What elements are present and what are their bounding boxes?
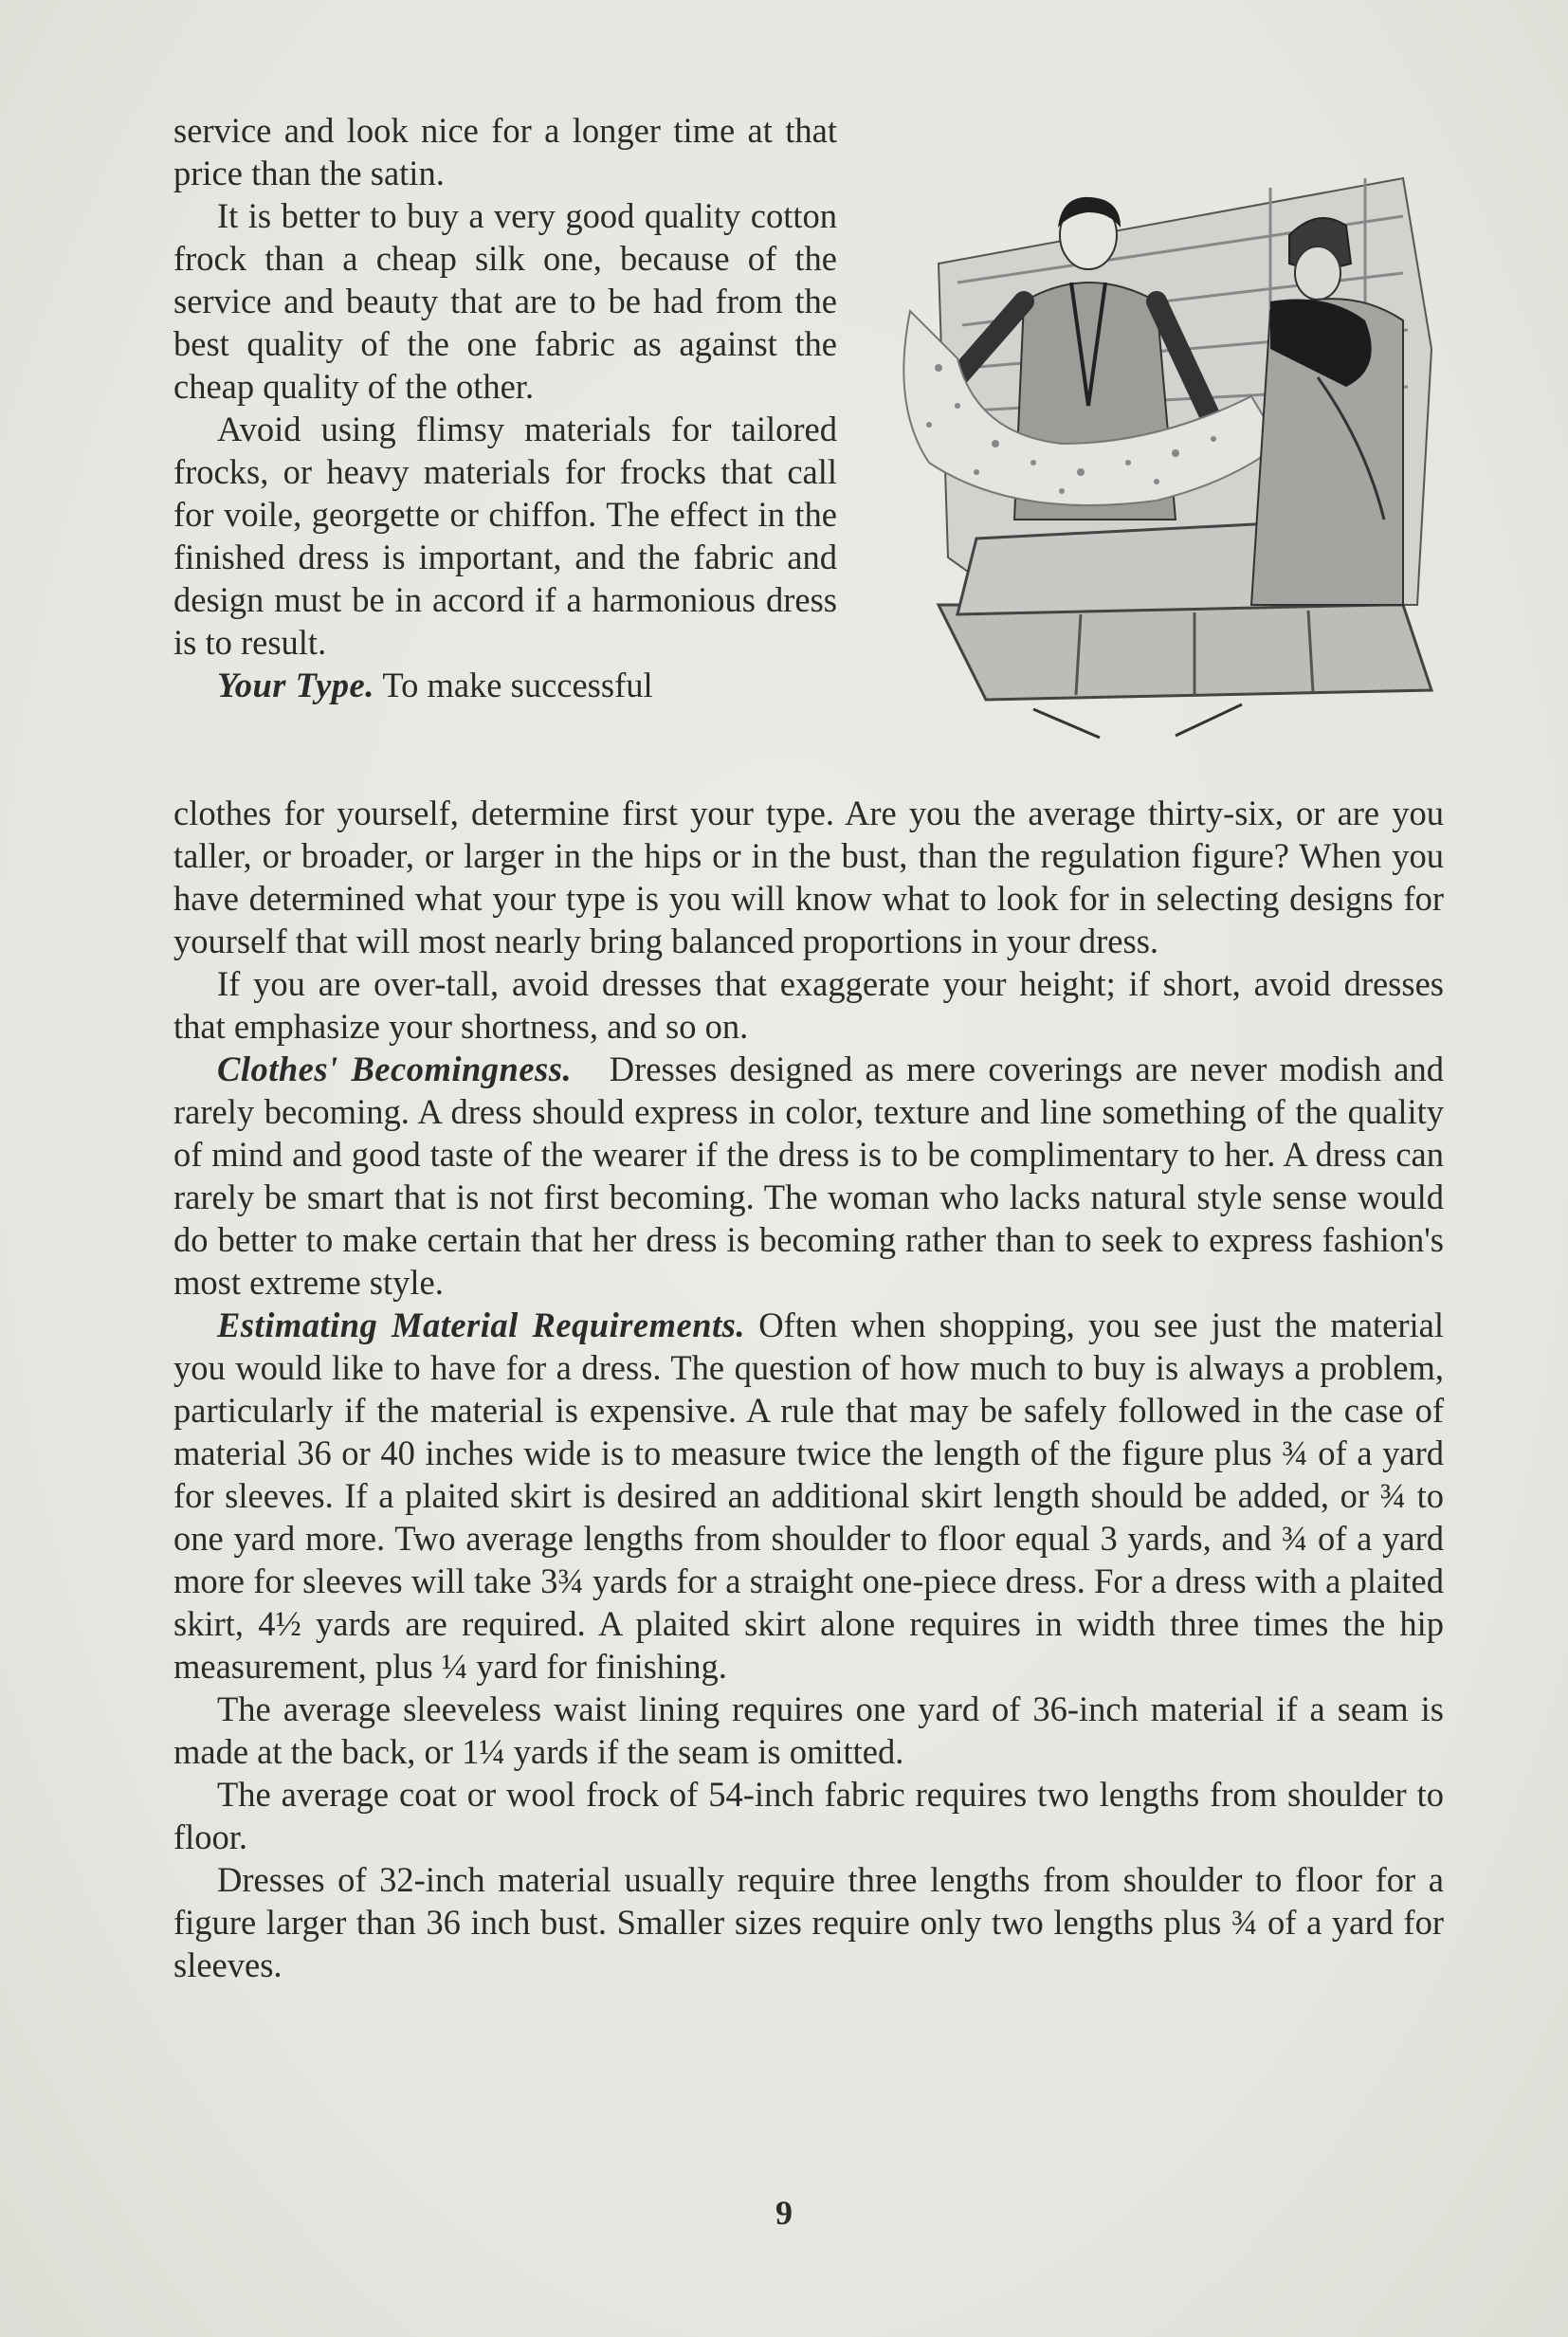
- section-heading-material-requirements: Estimating Material Requirements.: [217, 1305, 745, 1344]
- paragraph-over-tall: If you are over-tall, avoid dresses that exaggerate your height; if short, avoid dresses that emphasize your shortness, and so on.: [173, 964, 1444, 1046]
- section-your-type-lead-text: To make successful: [382, 666, 653, 704]
- section-heading-becomingness: Clothes' Becomingness.: [217, 1050, 573, 1088]
- paragraph-coat: The average coat or wool frock of 54-inch fabric requires two lengths from shoulder to floor.: [173, 1775, 1444, 1856]
- section-material-requirements-body: Often when shopping, you see just the material you would like to have for a dress. The question of how much to buy is always a problem, particularly if the material is expensive. A rule that may be safely followed in the case of material 36 or 40 inches wide is to measure twice the length of the figure plus ¾ of a yard for sleeves. If a plaited skirt is desired an additional skirt length should be added, or ¾ to one yard more. Two average lengths from shoulder to floor equal 3 yards, and ¾ of a yard more for sleeves will take 3¾ yards for a straight one-piece dress. For a dress with a plaited skirt, 4½ yards are required. A plaited skirt alone requires in width three times the hip measurement, plus ¼ yard for finishing.: [173, 1305, 1445, 1686]
- section-your-type-body: clothes for yourself, determine first your type. Are you the average thirty-six, or are you taller, or broader, or larger in the hips or in the bust, than the regulation figure? When you have determined what your type is you will know what to look for in selecting designs for yourself that will most nearly bring balanced proportions in your dress.: [173, 794, 1444, 960]
- section-material-requirements: [173, 1304, 1444, 1688]
- paragraph-1: service and look nice for a longer time at that price than the satin.: [173, 111, 837, 192]
- paragraph-2: It is better to buy a very good quality cotton frock than a cheap silk one, because of the service and beauty that are to be had from the best quality of the one fabric as against the cheap quality of the other.: [173, 196, 837, 406]
- section-heading-your-type: Your Type.: [217, 666, 374, 704]
- paragraph-32-inch: Dresses of 32-inch material usually require three lengths from shoulder to floor for a figure larger than 36 inch bust. Smaller sizes require only two lengths plus ¾ of a yard for sleeves.: [173, 1860, 1444, 1984]
- main-text-block: [173, 792, 1444, 1986]
- intro-text-block: [173, 109, 837, 706]
- paragraph-3: Avoid using flimsy materials for tailored frocks, or heavy materials for frocks that call for voile, georgette or chiffon. The effect in the finished dress is important, and the fabric and design must be in accord if a harmonious dress is to result.: [173, 410, 837, 662]
- section-your-type-lead: [173, 664, 837, 706]
- section-becomingness-body: Dresses designed as mere coverings are never modish and rarely becoming. A dress should express in color, texture and line something of the quality of mind and good taste of the wearer if the dress is to be complimentary to her. A dress can rarely be smart that is not first becoming. The woman who lacks natural style sense would do better to make certain that her dress is becoming rather than to seek to express fashion's most extreme style.: [173, 1050, 1445, 1302]
- paragraph-waist-lining: The average sleeveless waist lining requires one yard of 36-inch material if a seam is made at the back, or 1¼ yards if the seam is omitted.: [173, 1689, 1444, 1771]
- shop-counter-illustration: [872, 159, 1441, 747]
- section-becomingness: [173, 1048, 1444, 1304]
- page-number: 9: [775, 2194, 793, 2232]
